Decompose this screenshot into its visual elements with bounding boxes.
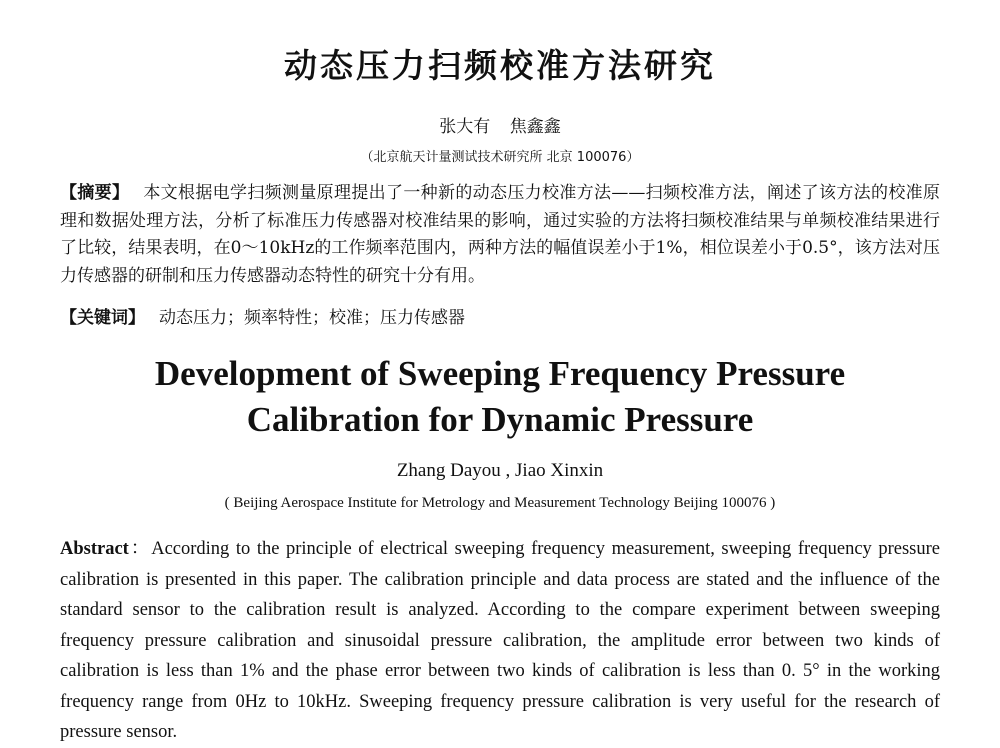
english-title-line-2: Calibration for Dynamic Pressure [246, 400, 754, 439]
chinese-authors: 张大有 焦鑫鑫 [439, 117, 561, 137]
chinese-affiliation: （北京航天计量测试技术研究所 北京 100076） [360, 150, 640, 165]
chinese-keywords-text: 动态压力；频率特性；校准；压力传感器 [159, 308, 465, 328]
english-title [0, 351, 1000, 443]
chinese-abstract-label: 【摘要】 [60, 183, 130, 203]
chinese-keywords [60, 305, 940, 332]
english-affiliation: ( Beijing Aerospace Institute for Metrology and Measurement Technology Beijing 100076 ) [224, 495, 776, 511]
english-abstract-label: Abstract [60, 539, 129, 559]
chinese-keywords-label: 【关键词】 [60, 308, 145, 328]
chinese-abstract-text: 本文根据电学扫频测量原理提出了一种新的动态压力校准方法——扫频校准方法，阐述了该方法的校准原理和数据处理方法，分析了标准压力传感器对校准结果的影响，通过实验的方法将扫频校准结果与单频校准结果进行了比较，结果表明，在0～10kHz的工作频率范围内，两种方法的幅值误差小于1%，相位误差小于0.5°，该方法对压力传感器的研制和压力传感器动态特性的研究十分有用。 [60, 183, 941, 286]
english-abstract [60, 534, 940, 748]
chinese-title: 动态压力扫频校准方法研究 [284, 46, 716, 85]
english-authors: Zhang Dayou , Jiao Xinxin [396, 460, 604, 481]
english-title-line-1: Development of Sweeping Frequency Pressure [154, 354, 846, 393]
chinese-abstract [60, 180, 940, 290]
english-abstract-text: ：According to the principle of electrical sweeping frequency measurement, sweeping frequency pressure calibration is presented in this paper. The calibration principle and data process are stated and the influence of the standard sensor to the calibration result is analyzed. According to the compare experiment between sweeping frequency pressure calibration and sinusoidal pressure calibration, the amplitude error between two kinds of calibration is less than 1% and the phase error between two kinds of calibration is less than 0. 5° in the working frequency range from 0Hz to 10kHz. Sweeping frequency pressure calibration is very useful for the research of pressure sensor. [60, 539, 940, 742]
